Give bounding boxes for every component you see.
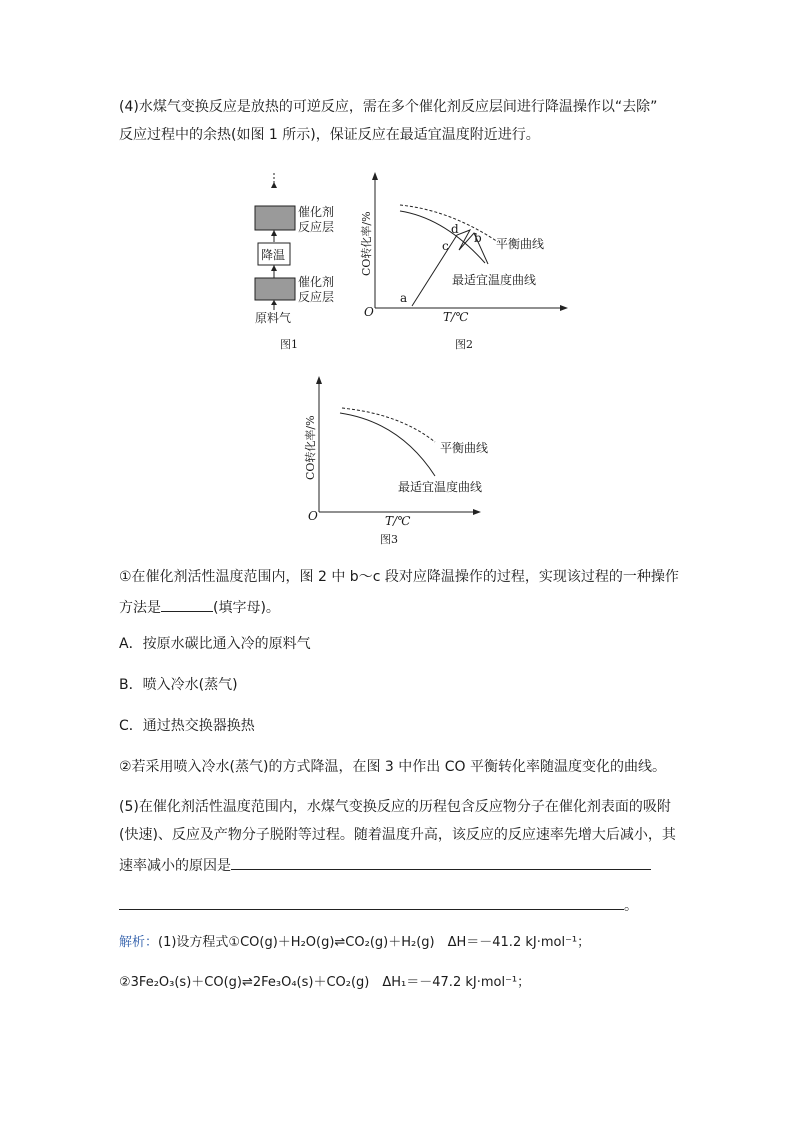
answer-blank-2[interactable] xyxy=(231,853,651,870)
fig2-y-label: CO转化率/% xyxy=(360,211,373,276)
fig2-point-c: c xyxy=(442,239,449,253)
part4-line1: (4)水煤气变换反应是放热的可逆反应，需在多个催化剂反应层间进行降温操作以“去除” xyxy=(119,99,658,115)
q1-line2-before: 方法是 xyxy=(119,600,161,616)
q1-line2 xyxy=(119,595,280,618)
option-c: C．通过热交换器换热 xyxy=(119,718,255,734)
q1-line2-after: (填字母)。 xyxy=(213,600,280,616)
fig2-equilibrium-label: 平衡曲线 xyxy=(496,237,545,251)
fig3-equilibrium-curve xyxy=(342,408,435,442)
fig3-y-label: CO转化率/% xyxy=(304,415,317,480)
figure-1 xyxy=(255,173,334,351)
solution-line1 xyxy=(119,933,590,953)
cooling-label: 降温 xyxy=(261,248,286,262)
part5-line2: (快速)、反应及产物分子脱附等过程。随着温度升高，该反应的反应速率先增大后减小，其 xyxy=(119,827,676,843)
fig2-origin: O xyxy=(364,305,374,319)
fig2-point-d: d xyxy=(451,222,459,236)
answer-blank-3[interactable] xyxy=(119,893,624,910)
fig2-point-b: b xyxy=(474,231,482,245)
fig3-optimal-label: 最适宜温度曲线 xyxy=(398,480,483,494)
fig2-point-a: a xyxy=(400,291,408,305)
figure1-caption: 图1 xyxy=(280,338,298,351)
layer-label-bottom-1: 催化剂 xyxy=(298,275,335,289)
part5-line1: (5)在催化剂活性温度范围内，水煤气变换反应的历程包含反应物分子在催化剂表面的吸附 xyxy=(119,799,671,815)
figures-1-2 xyxy=(240,168,570,358)
option-a: A．按原水碳比通入冷的原料气 xyxy=(119,636,311,652)
layer-label-top-2: 反应层 xyxy=(298,220,335,234)
answer-blank-1[interactable] xyxy=(161,595,213,612)
fig2-optimal-label: 最适宜温度曲线 xyxy=(452,273,537,287)
layer-label-top-1: 催化剂 xyxy=(298,205,335,219)
fig3-optimal-curve xyxy=(340,413,435,476)
part5-line3-before: 速率减小的原因是 xyxy=(119,858,231,874)
fig3-x-label: T/℃ xyxy=(385,514,411,528)
part5-line3 xyxy=(119,853,651,876)
figure-3 xyxy=(300,372,500,547)
part5-line4 xyxy=(119,893,638,916)
part4-line2: 反应过程中的余热(如图 1 所示)，保证反应在最适宜温度附近进行。 xyxy=(119,127,540,143)
figure3-caption: 图3 xyxy=(380,533,398,546)
feed-label: 原料气 xyxy=(255,311,292,325)
solution-label: 解析： xyxy=(119,935,159,950)
fig3-origin: O xyxy=(308,509,318,523)
part5-line4-end: 。 xyxy=(624,898,638,914)
figure-2 xyxy=(359,172,568,351)
q2-text: ②若采用喷入冷水(蒸气)的方式降温，在图 3 中作出 CO 平衡转化率随温度变化的曲线。 xyxy=(119,759,666,775)
layer-label-bottom-2: 反应层 xyxy=(298,290,335,304)
solution-eq1: (1)设方程式①CO(g)＋H₂O(g)⇌CO₂(g)＋H₂(g) ΔH＝－41.2 kJ·mol⁻¹； xyxy=(158,935,591,950)
fig2-equilibrium-curve xyxy=(400,205,498,242)
fig3-equilibrium-label: 平衡曲线 xyxy=(440,441,489,455)
fig2-x-label: T/℃ xyxy=(443,310,469,324)
q1-line1: ①在催化剂活性温度范围内，图 2 中 b～c 段对应降温操作的过程，实现该过程的一种操作 xyxy=(119,569,679,585)
option-b: B．喷入冷水(蒸气) xyxy=(119,677,238,693)
catalyst-layer-top xyxy=(255,206,295,230)
solution-line2: ②3Fe₂O₃(s)＋CO(g)⇌2Fe₃O₄(s)＋CO₂(g) ΔH₁＝－47.2 kJ·mol⁻¹； xyxy=(119,975,531,990)
figure2-caption: 图2 xyxy=(455,338,473,351)
fig2-optimal-curve xyxy=(400,211,485,263)
catalyst-layer-bottom xyxy=(255,278,295,300)
